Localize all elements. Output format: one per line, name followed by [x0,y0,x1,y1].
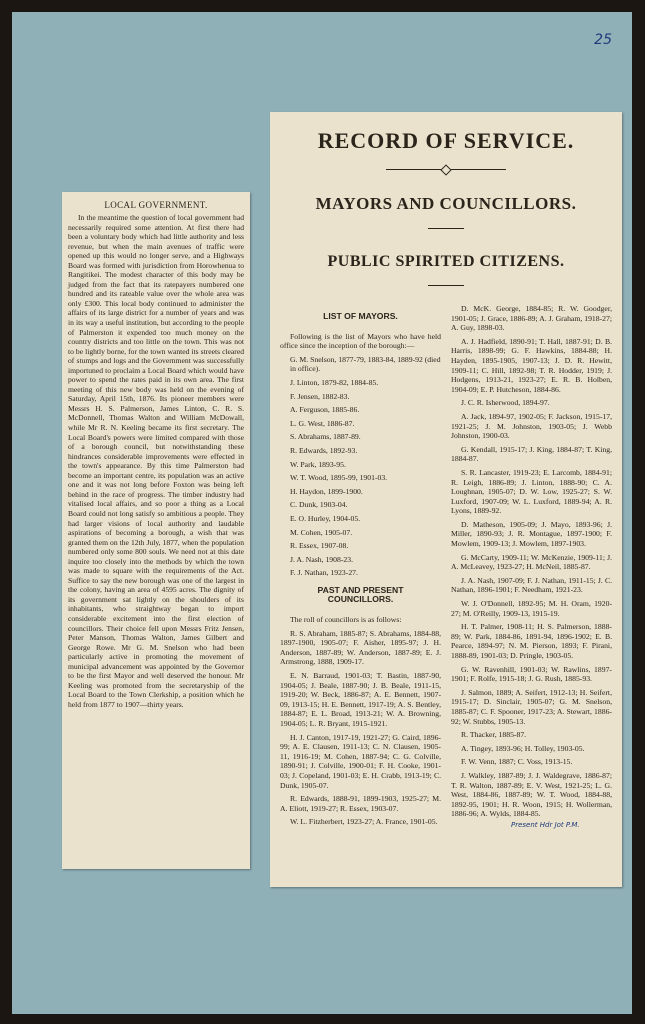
divider [428,228,464,229]
councillor-entry: A. Jack, 1894-97, 1902-05; F. Jackson, 1915-17, 1921-25; J. M. Johnston, 1903-05; J. Webb Johnston, 1900-03. [451,411,612,441]
mayor-entry: J. A. Nash, 1908-23. [290,554,353,564]
record-of-service-clipping [270,112,622,887]
mayor-entry: J. Linton, 1879-82, 1884-85. [290,377,379,387]
councillor-entry: G. W. Ravenhill, 1901-03; W. Rawlins, 1897-1901; F. Rolfe, 1915-18; J. G. Rush, 1885-93. [451,664,612,684]
mayor-entry: F. Jensen, 1882-83. [290,391,350,401]
councillor-entry: R. S. Abraham, 1885-87; S. Abrahams, 1884-88, 1897-1900, 1905-07; F. Aisher, 1895-97; J. H. Anderson, 1887-89; W. Anderson, 1887-89; E. J. Armstrong, 1888, 1909-17. [280,628,441,667]
councillor-entry: R. Edwards, 1888-91, 1899-1903, 1925-27; M. A. Eliott, 1919-27; R. Essex, 1903-07. [280,794,441,813]
councillor-entry: H. T. Palmer, 1908-11; H. S. Palmerson, 1888-89; W. Park, 1884-86, 1891-94, 1896-1902; E. B. Pearce, 1894-97; N. M. Pierson, 1893; F. Pirani, 1888-89, 1901-03; D. Pringle, 1903-05. [451,622,612,660]
columns [280,304,612,831]
local-government-clipping [62,192,250,869]
councillor-entry: W. L. Fitzherbert, 1923-27; A. France, 1901-05. [290,817,438,827]
mayors-intro: Following is the list of Mayors who have held office since the inception of the borough:— [280,331,441,351]
mayor-entry: W. Park, 1893-95. [290,459,346,469]
subtitle-citizens: PUBLIC SPIRITED CITIZENS. [327,253,565,270]
mayor-entry: R. Essex, 1907-08. [290,541,349,551]
subtitle-mayors: MAYORS AND COUNCILLORS. [315,194,577,213]
councillors-heading-line1: PAST AND PRESENT [317,584,404,595]
councillor-entry: J. A. Nash, 1907-09; F. J. Nathan, 1911-15; J. C. Nathan, 1896-1901; F. Needham, 1921-23. [451,575,612,595]
mayor-entry: L. G. West, 1886-87. [290,418,355,428]
councillor-entry: D. Matheson, 1905-09; J. Mayo, 1893-96; J. Miller, 1890-93; J. R. Montague, 1897-1900; F. Mowlem, 1909-13; J. Mowlem, 1897-1903. [451,519,612,549]
album-page [12,12,632,1014]
councillor-entry: R. Thacker, 1885-87. [461,730,527,740]
councillor-entry: A. Tingey, 1893-96; H. Tolley, 1903-05. [461,743,585,753]
left-column [280,304,441,831]
divider [428,285,464,286]
councillors-intro: The roll of councillors is as follows: [290,615,402,625]
councillor-list-right [451,304,612,819]
handwritten-note: Present Hdr Jot P.M. [511,820,580,829]
mayor-entry: M. Cohen, 1905-07. [290,527,353,537]
mayor-entry: C. Dunk, 1903-04. [290,500,348,510]
mayor-entry: A. Ferguson, 1885-86. [290,405,360,415]
councillor-entry: D. McK. George, 1884-85; R. W. Goodger, 1901-05; J. Grace, 1886-89; A. J. Graham, 1918-27; A. Guy, 1898-03. [451,304,612,333]
councillors-heading [280,586,441,605]
mayors-heading: LIST OF MAYORS. [323,311,398,321]
councillors-heading-line2: COUNCILLORS. [327,594,394,605]
clipping-body: In the meantime the question of local government had necessarily required some attention. At first there had been a voluntary body which had little authority and less revenue, but when the main avenues of traffic were opened up this would no longer serve, and a Highways Board was formed with jurisdiction from Horowhenua to Rangitikei. The modest character of this body may be judged from the fact that its ratepayers numbered one hundred and its rateable value over the whole area was only £300. This local body continued to administer the affairs of its large district for a number of years and was in its way a useful institution, but according to the people of Palmerston it expended too much money on the country districts and too little on the town. This was not to be lightly borne, for the town wanted its streets cleared of stumps and logs and the Government was successfully importuned to proclaim a Local Board which would have power to spend the rates paid in its own area. The first meeting of this new body was held on the evening of Saturday, April 15th, 1876. Its pioneer members were Messrs H. S. Palmerson, James Linton, C. R. S. McDonnell, Thomas Walton and William McDowall, while Mr R. N. Keeling became its first secretary. The Local Board's powers were limited compared with those of a borough council, but notwithstanding these hindrances considerable improvements were effected in the town's appearance. By this time Palmerston had become an important centre, its population was an active one and it was not long before Foxton was being left behind in the race of progress. The timber industry had vitalised local affairs, and so poor a thing as a Local Board could not long satisfy so ambitious a people. They had larger visions of local authority and laudable aspirations of becoming a borough, a wish that was granted them on the 12th July, 1877, when the population numbered only some 800 souls. We need not at this date inquire too closely into the methods by which the town was made to square with the requirements of the Act. Suffice to say the new borough was one of the largest in the colony, having an area of 4595 acres. The dignity of its government sat lightly on the shoulders of its inhabitants, who straightway began to import considerable excitement into the first election of councillors. Their choice fell upon Messrs Fritz Jensen, Peter Manson, Thomas Walton, James Gilbert and George Rowe. Mr G. M. Snelson who had been particularly active in promoting the movement of municipal advancement was appointed by the Governor to be the first Mayor and well deserved the honour. Mr Keeling was promoted from the secretaryship of the Local Board to the Town Clerkship, a position which he held from 1877 to 1907—thirty years. [68,213,244,709]
mayor-entry: F. J. Nathan, 1923-27. [290,568,358,578]
mayor-entry: W. T. Wood, 1895-99, 1901-03. [290,473,388,483]
councillor-entry: A. J. Hadfield, 1890-91; T. Hall, 1887-91; D. B. Harris, 1898-99; G. F. Hawkins, 1884-88; H. Hayden, 1895-1905, 1907-13; J. D. R. Hewitt, 1909-11; C. Hill, 1892-98; T. R. Hodder, 1919; J. Hodgens, 1913-21, 1923-27; E. R. B. Holben, 1904-09; E. P. Hutcheson, 1884-86. [451,336,612,394]
councillor-entry: J. Salmon, 1889; A. Seifert, 1912-13; H. Seifert, 1915-17; D. Sinclair, 1905-07; G. M. Snelson, 1885-87; C. F. Spooner, 1917-23; A. Stewart, 1886-92; W. Stubbs, 1905-13. [451,687,612,726]
councillor-entry: G. McCarty, 1909-11; W. McKenzie, 1909-11; J. A. McLeavey, 1923-27; H. McNeil, 1885-87. [451,552,612,572]
councillor-entry: W. J. O'Donnell, 1892-95; M. H. Oram, 1920-27; M. O'Reilly, 1909-13, 1915-19. [451,599,612,618]
clipping-heading: LOCAL GOVERNMENT. [104,200,208,210]
mayor-list [280,355,441,578]
councillor-list-left [280,629,441,827]
councillor-entry: J. Walkley, 1887-89; J. J. Waldegrave, 1886-87; T. R. Walton, 1887-89; E. V. West, 1921-25; L. G. West, 1884-86, 1887-89; W. T. Wood, 1884-88, 1892-95, 1901; H. R. Woon, 1915; H. Wollerman, 1886-96; A. Wylds, 1884-85. [451,770,612,819]
ornament-divider [386,164,506,174]
councillor-entry: J. C. R. Isherwood, 1894-97. [461,398,550,408]
masthead [280,128,612,286]
mayor-entry: E. O. Hurley, 1904-05. [290,513,361,523]
councillor-entry: S. R. Lancaster, 1919-23; E. Larcomb, 1884-91; R. Leigh, 1886-89; J. Linton, 1888-90; C. A. Loughnan, 1905-07; D. W. Low, 1925-27; S. W. Luxford, 1907-09; W. L. Luxford, 1889-94; A. R. Lyons, 1889-92. [451,467,612,516]
councillor-entry: F. W. Venn, 1887; C. Voss, 1913-15. [461,757,573,767]
mayor-entry: G. M. Snelson, 1877-79, 1883-84, 1889-92 (died in office). [290,354,441,374]
mayor-entry: S. Abrahams, 1887-89. [290,432,361,442]
mayor-entry: R. Edwards, 1892-93. [290,445,358,455]
councillor-entry: H. J. Canton, 1917-19, 1921-27; G. Caird, 1896-99; A. E. Clausen, 1911-13; C. N. Clausen, 1905-11, 1916-19; M. Cohen, 1887-94; C. G. Colville, 1890-91; J. Colville, 1900-01; F. H. Cooke, 1901-03; J. Copeland, 1901-03; E. H. Crabb, 1913-19; C. Dunk, 1905-07. [280,732,441,790]
title: RECORD OF SERVICE. [317,128,575,153]
right-column [451,304,612,831]
councillor-entry: E. N. Barraud, 1901-03; T. Bastin, 1887-90, 1904-05; J. Beale, 1887-90; J. B. Beale, 1911-15, 1919-20; W. Beck, 1886-87; A. E. Bennett, 1907-09, 1913-15; H. E. Bennett, 1917-19; A. S. Bentley, 1884-87; E. L. Broad, 1913-21; W. A. Browning, 1904-05; L. R. Bryant, 1915-1921. [280,671,441,728]
page-number: 25 [594,32,612,48]
mayor-entry: H. Haydon, 1899-1900. [290,486,363,496]
councillor-entry: G. Kendall, 1915-17; J. King, 1884-87; T. King, 1884-87. [451,444,612,464]
